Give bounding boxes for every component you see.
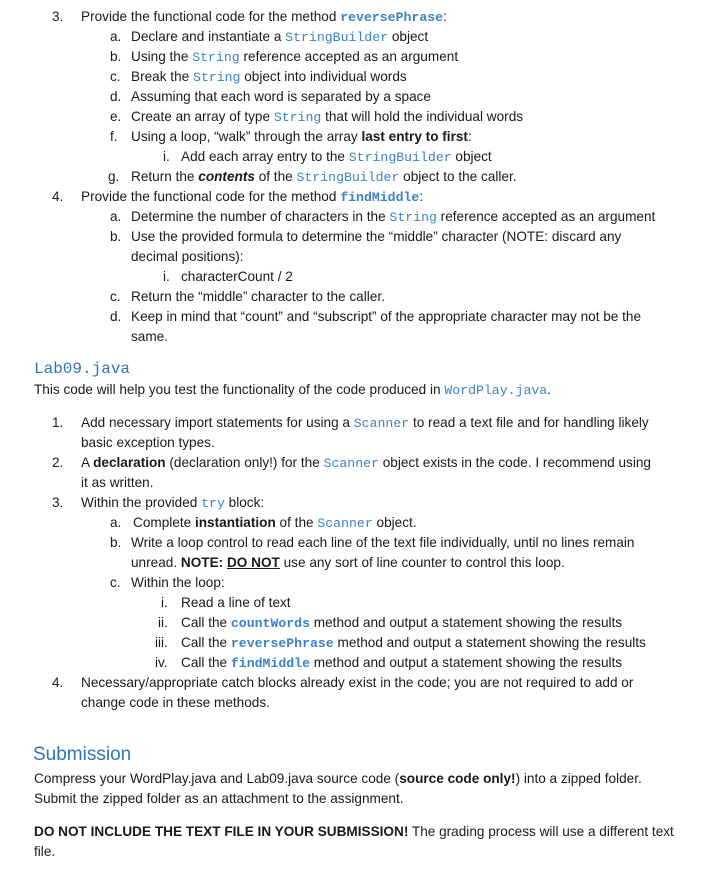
text-run: Complete bbox=[133, 515, 195, 530]
sub-item bbox=[131, 167, 517, 188]
sub-marker: d. bbox=[110, 89, 122, 104]
sub-item: Assuming that each word is separated by a space bbox=[131, 89, 431, 104]
sub-item: Return the “middle” character to the caller. bbox=[131, 289, 385, 304]
method-name: reversePhrase bbox=[340, 10, 444, 25]
text-run: The grading process will use a different text bbox=[408, 824, 674, 839]
sub-marker: f. bbox=[110, 129, 118, 144]
text-run: last entry to first bbox=[361, 129, 468, 144]
text-run: of the bbox=[275, 515, 318, 530]
text-run: Scanner bbox=[323, 456, 379, 471]
sub-marker: c. bbox=[110, 69, 121, 84]
list-number: 3. bbox=[52, 9, 64, 24]
sub-item bbox=[131, 47, 458, 68]
text-run: object bbox=[451, 149, 492, 164]
text-run: Add each array entry to the bbox=[181, 149, 349, 164]
text-run: object to the caller. bbox=[399, 169, 517, 184]
text-run: . bbox=[547, 382, 551, 397]
roman-marker: i. bbox=[161, 595, 168, 610]
loop-step bbox=[181, 653, 622, 674]
list-item bbox=[81, 453, 651, 474]
sub-item bbox=[131, 107, 523, 128]
text-run: block: bbox=[224, 495, 265, 510]
list-item: Necessary/appropriate catch blocks already exist in the code; you are not required to add or bbox=[81, 675, 634, 690]
sub-marker: b. bbox=[110, 229, 122, 244]
text-run: Call the bbox=[181, 655, 231, 670]
sub-sub-item bbox=[181, 147, 492, 168]
formula: characterCount / 2 bbox=[181, 269, 293, 284]
text-run: use any sort of line counter to control this loop. bbox=[279, 555, 565, 570]
list-item bbox=[81, 413, 649, 434]
text-run: NOTE: bbox=[180, 555, 227, 570]
text-run: Scanner bbox=[353, 416, 410, 431]
text-run: A bbox=[81, 455, 94, 470]
sub-item-cont: decimal positions): bbox=[131, 249, 244, 264]
text-run: instantiation bbox=[194, 515, 276, 530]
sub-item: Within the loop: bbox=[131, 575, 225, 590]
roman-marker: iii. bbox=[155, 635, 168, 650]
submission-text bbox=[34, 769, 642, 789]
sub-item-cont bbox=[131, 553, 565, 573]
sub-item bbox=[131, 67, 407, 88]
sub-marker: c. bbox=[110, 289, 121, 304]
loop-step bbox=[181, 633, 646, 654]
text-run: StringBuilder bbox=[296, 170, 400, 185]
method-name: findMiddle bbox=[340, 190, 420, 205]
text-run: method and output a statement showing the results bbox=[310, 655, 623, 670]
text-run: object into individual words bbox=[240, 69, 407, 84]
sub-item bbox=[131, 207, 655, 228]
list-item bbox=[81, 493, 264, 514]
text-run: (declaration only!) for the bbox=[165, 455, 324, 470]
text-run: DO NOT bbox=[226, 555, 280, 570]
text-run: method and output a statement showing the results bbox=[310, 615, 623, 630]
text-run: Scanner bbox=[317, 516, 373, 531]
roman-marker: iv. bbox=[155, 655, 168, 670]
text-run: object exists in the code. I recommend using bbox=[378, 455, 651, 470]
text-run: Using the bbox=[131, 49, 193, 64]
sub-marker: a. bbox=[110, 209, 122, 224]
text-run: String bbox=[192, 50, 240, 65]
text-run: String bbox=[389, 210, 437, 225]
text-run: String bbox=[192, 70, 241, 85]
text-run: Provide the functional code for the method bbox=[81, 9, 341, 24]
list-item-cont: change code in these methods. bbox=[81, 695, 270, 710]
text-run: StringBuilder bbox=[285, 30, 389, 45]
sub-marker: b. bbox=[110, 535, 122, 550]
loop-step: Read a line of text bbox=[181, 595, 291, 610]
text-run: object bbox=[388, 29, 429, 44]
text-run: This code will help you test the functionality of the code produced in bbox=[34, 382, 445, 397]
text-run: Provide the functional code for the method bbox=[81, 189, 341, 204]
text-run: : bbox=[443, 9, 447, 24]
list-number: 3. bbox=[52, 495, 64, 510]
text-run: Call the bbox=[181, 635, 231, 650]
text-run: unread. bbox=[131, 555, 181, 570]
text-run: Break the bbox=[131, 69, 193, 84]
text-run: StringBuilder bbox=[348, 150, 452, 165]
section-intro bbox=[34, 380, 551, 401]
list-item-find-middle bbox=[81, 187, 423, 208]
text-run: : bbox=[419, 189, 424, 204]
text-run: object. bbox=[372, 515, 417, 530]
sub-item bbox=[131, 127, 472, 147]
text-run: Using a loop, “walk” through the array bbox=[131, 129, 362, 144]
text-run: Create an array of type bbox=[131, 109, 274, 124]
section-heading-submission: Submission bbox=[33, 744, 132, 765]
submission-text: Submit the zipped folder as an attachment to the assignment. bbox=[34, 791, 404, 806]
text-run: declaration bbox=[93, 455, 166, 470]
list-number: 2. bbox=[52, 455, 64, 470]
sub-item: Write a loop control to read each line of the text file individually, until no lines remain bbox=[131, 535, 635, 550]
list-number: 4. bbox=[52, 675, 64, 690]
roman-marker: ii. bbox=[158, 615, 168, 630]
roman-marker: i. bbox=[163, 269, 170, 284]
text-run: to read a text file and for handling likely bbox=[409, 415, 649, 430]
sub-marker: c. bbox=[110, 575, 121, 590]
submission-warning-cont: file. bbox=[34, 844, 56, 859]
sub-marker: g. bbox=[108, 169, 120, 184]
sub-item bbox=[133, 513, 417, 534]
text-run: countWords bbox=[230, 616, 311, 631]
sub-marker: b. bbox=[110, 49, 122, 64]
text-run: Within the provided bbox=[81, 495, 202, 510]
text-run: Return the bbox=[131, 169, 199, 184]
sub-marker: a. bbox=[110, 515, 122, 530]
text-run: reference accepted as an argument bbox=[239, 49, 459, 64]
roman-marker: i. bbox=[163, 149, 170, 164]
text-run: reversePhrase bbox=[230, 636, 334, 651]
section-heading-lab09: Lab09.java bbox=[34, 360, 131, 378]
text-run: String bbox=[273, 110, 322, 125]
text-run: Call the bbox=[181, 615, 231, 630]
text-run: : bbox=[467, 129, 472, 144]
text-run: Determine the number of characters in the bbox=[131, 209, 390, 224]
sub-item: Use the provided formula to determine the “middle” character (NOTE: discard any bbox=[131, 229, 622, 244]
text-run: WordPlay.java bbox=[444, 383, 548, 398]
sub-item bbox=[131, 27, 428, 48]
sub-item: Keep in mind that “count” and “subscript” of the appropriate character may not be the bbox=[131, 309, 642, 324]
text-run: try bbox=[201, 496, 225, 511]
text-run: of the bbox=[254, 169, 297, 184]
text-run: contents bbox=[198, 169, 255, 184]
list-number: 4. bbox=[52, 189, 64, 204]
text-run: source code only! bbox=[399, 771, 516, 786]
text-run: findMiddle bbox=[230, 656, 311, 671]
text-run: that will hold the individual words bbox=[321, 109, 524, 124]
text-run: Declare and instantiate a bbox=[131, 29, 286, 44]
list-number: 1. bbox=[52, 415, 64, 430]
text-run: ) into a zipped folder. bbox=[515, 771, 642, 786]
list-item-cont: it as written. bbox=[81, 475, 154, 490]
text-run: Compress your WordPlay.java and Lab09.java source code ( bbox=[34, 771, 400, 786]
text-run: Add necessary import statements for using a bbox=[81, 415, 354, 430]
loop-step bbox=[181, 613, 622, 634]
submission-warning bbox=[34, 822, 674, 842]
sub-item-cont: same. bbox=[131, 329, 169, 344]
sub-marker: e. bbox=[110, 109, 122, 124]
list-item-reverse-phrase bbox=[81, 7, 447, 28]
text-run: reference accepted as an argument bbox=[436, 209, 656, 224]
sub-marker: d. bbox=[110, 309, 122, 324]
sub-marker: a. bbox=[110, 29, 122, 44]
text-run: method and output a statement showing the results bbox=[333, 635, 646, 650]
list-item-cont: basic exception types. bbox=[81, 435, 215, 450]
text-run: DO NOT INCLUDE THE TEXT FILE IN YOUR SUBMISSION! bbox=[34, 824, 409, 839]
